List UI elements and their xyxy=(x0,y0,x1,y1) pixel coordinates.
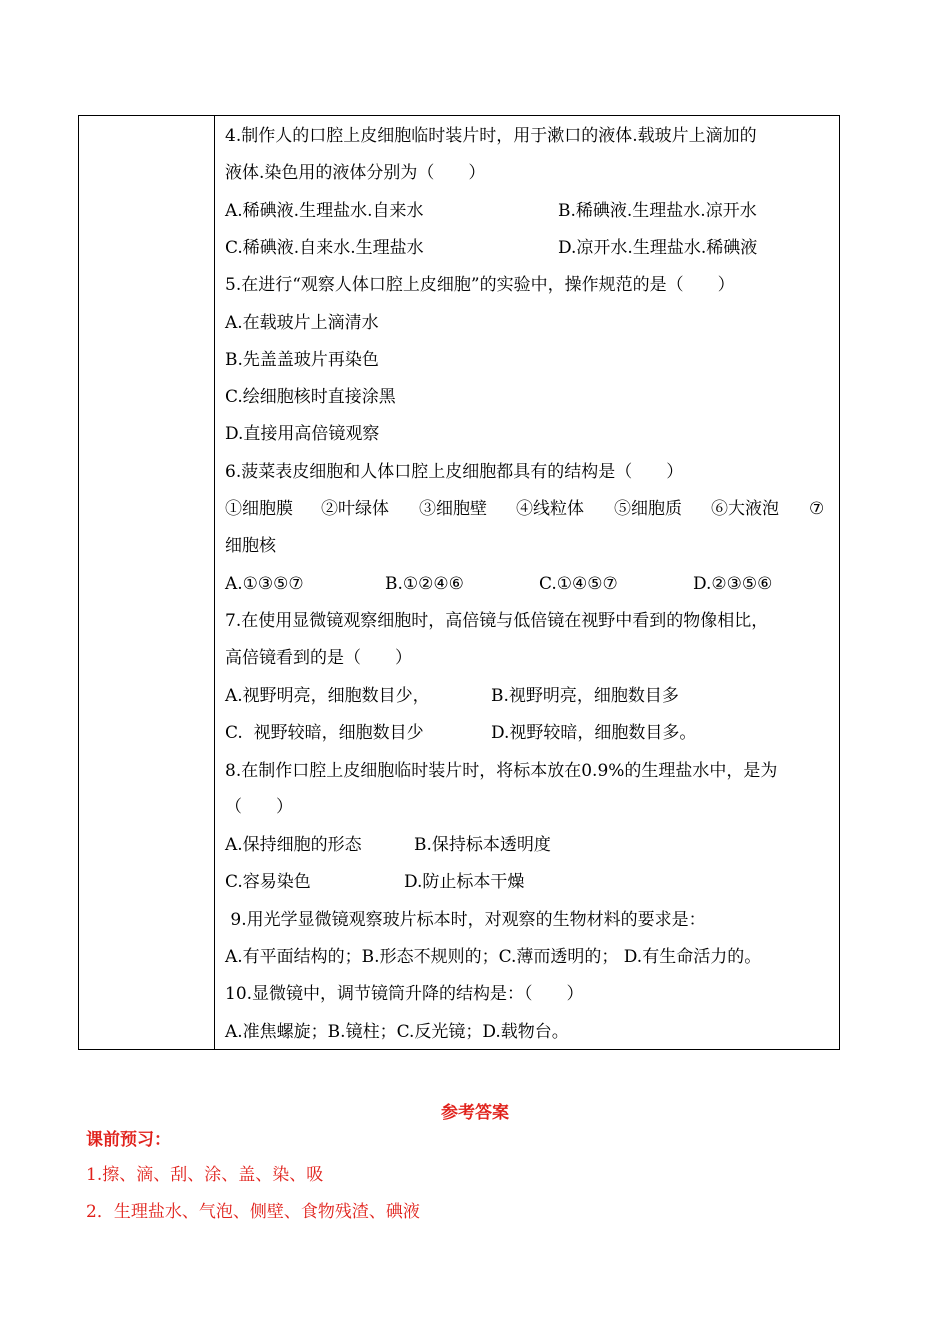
q6-item: ⑥大液泡 xyxy=(711,499,779,519)
q4-option-c: C.稀碘液.自来水.生理盐水 xyxy=(225,238,424,258)
q9-options: A.有平面结构的；B.形态不规则的；C.薄而透明的； D.有生命活力的。 xyxy=(225,947,762,967)
q5-stem: 5.在进行“观察人体口腔上皮细胞”的实验中，操作规范的是（ ） xyxy=(225,275,735,295)
q8-option-d: D.防止标本干燥 xyxy=(404,872,525,892)
answers-title: 参考答案 xyxy=(441,1103,509,1123)
q8-option-a: A.保持细胞的形态 xyxy=(225,835,362,855)
q6-item: ⑦ xyxy=(809,499,825,519)
q6-option-b: B.①②④⑥ xyxy=(385,574,464,594)
q4-option-d: D.凉开水.生理盐水.稀碘液 xyxy=(558,238,758,258)
q6-option-a: A.①③⑤⑦ xyxy=(225,574,304,594)
q5-option-c: C.绘细胞核时直接涂黑 xyxy=(225,387,396,407)
q8-stem-line2: （ ） xyxy=(225,797,293,817)
column-divider xyxy=(214,116,215,1049)
q6-items-continuation: 细胞核 xyxy=(225,536,276,556)
q7-option-a: A.视野明亮，细胞数目少， xyxy=(225,686,430,706)
q5-option-d: D.直接用高倍镜观察 xyxy=(225,424,380,444)
q9-stem: 9.用光学显微镜观察玻片标本时，对观察的生物材料的要求是： xyxy=(225,910,706,930)
q6-option-c: C.①④⑤⑦ xyxy=(539,574,618,594)
q7-option-d: D.视野较暗，细胞数目多。 xyxy=(491,723,697,743)
q8-option-c: C.容易染色 xyxy=(225,872,311,892)
q5-option-a: A.在载玻片上滴清水 xyxy=(225,313,379,333)
q6-item: ①细胞膜 xyxy=(225,499,293,519)
q4-option-b: B.稀碘液.生理盐水.凉开水 xyxy=(558,201,757,221)
q6-item: ④线粒体 xyxy=(516,499,584,519)
q7-option-b: B.视野明亮，细胞数目多 xyxy=(491,686,679,706)
q6-item: ③细胞壁 xyxy=(419,499,487,519)
q4-stem-line2: 液体.染色用的液体分别为（ ） xyxy=(225,163,486,183)
question-table xyxy=(78,115,840,1050)
q7-stem-line2: 高倍镜看到的是（ ） xyxy=(225,648,412,668)
q10-stem: 10.显微镜中，调节镜筒升降的结构是：（ ） xyxy=(225,984,584,1004)
q6-option-d: D.②③⑤⑥ xyxy=(693,574,773,594)
q6-stem: 6.菠菜表皮细胞和人体口腔上皮细胞都具有的结构是（ ） xyxy=(225,462,684,482)
q6-item: ⑤细胞质 xyxy=(614,499,682,519)
q4-stem-line1: 4.制作人的口腔上皮细胞临时装片时，用于漱口的液体.载玻片上滴加的 xyxy=(225,126,757,146)
q6-item: ②叶绿体 xyxy=(321,499,389,519)
q8-option-b: B.保持标本透明度 xyxy=(414,835,551,855)
q5-option-b: B.先盖盖玻片再染色 xyxy=(225,350,379,370)
answer-item-2: 2．生理盐水、气泡、侧壁、食物残渣、碘液 xyxy=(86,1202,420,1222)
q10-options: A.准焦螺旋；B.镜柱；C.反光镜；D.载物台。 xyxy=(225,1022,569,1042)
q7-option-c: C. 视野较暗，细胞数目少 xyxy=(225,723,424,743)
q7-stem-line1: 7.在使用显微镜观察细胞时，高倍镜与低倍镜在视野中看到的物像相比， xyxy=(225,611,769,631)
q4-option-a: A.稀碘液.生理盐水.自来水 xyxy=(225,201,424,221)
answer-item-1: 1.擦、滴、刮、涂、盖、染、吸 xyxy=(86,1165,324,1185)
q8-stem-line1: 8.在制作口腔上皮细胞临时装片时，将标本放在0.9%的生理盐水中，是为 xyxy=(225,761,778,781)
answers-section-heading: 课前预习： xyxy=(86,1130,171,1150)
